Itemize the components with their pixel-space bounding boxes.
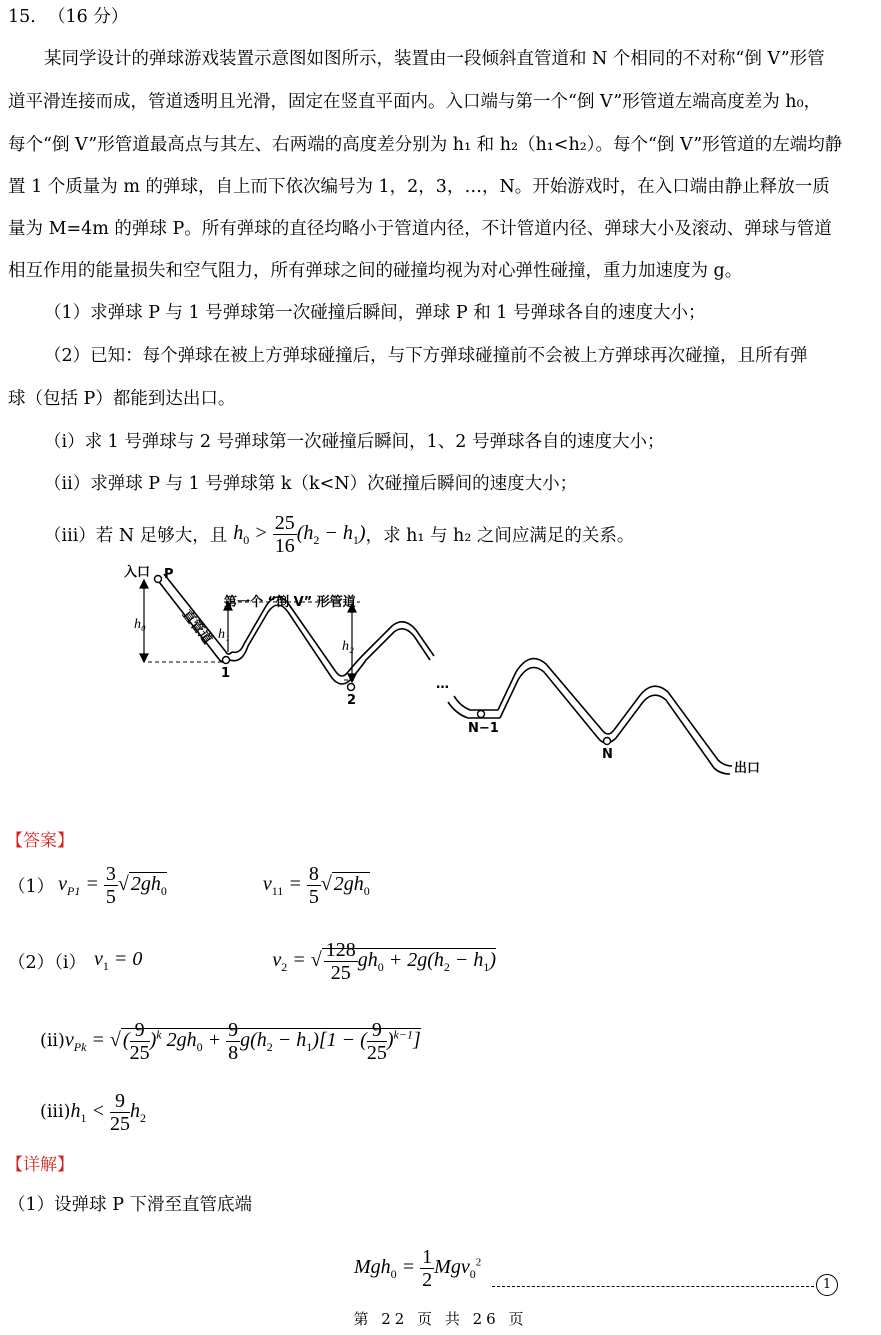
equation-1 <box>354 1240 481 1296</box>
answer-1-v11: $v_{11}$ = $\frac{8}{5}$ √ $2gh_0$ <box>262 862 370 908</box>
outlet-label: 出口 <box>734 761 761 776</box>
part-2-line-1: （2）已知：每个弹球在被上方弹球碰撞后，与下方弹球碰撞前不会被上方弹球再次碰撞，且所有弹 <box>44 346 808 366</box>
stem-line-4: 置 1 个质量为 m 的弹球，自上而下依次编号为 1，2，3，…，N。开始游戏时，在入口端由静止释放一质 <box>8 177 830 197</box>
equation-1-leader <box>492 1286 814 1287</box>
answer-2iii-formula: $h_1$ < $\frac{9}{25}$ $h_2$ <box>70 1089 146 1135</box>
h0-label: h₀ <box>134 617 146 632</box>
part-2-iii <box>44 508 634 560</box>
part-2-i: （i）求 1 号弹球与 2 号弹球第一次碰撞后瞬间，1、2 号弹球各自的速度大小； <box>44 432 665 452</box>
equation-1-formula: Mgh$_0$ = $\frac{1}{2}$ Mgv$_0^2$ <box>354 1245 482 1291</box>
answer-2i <box>8 935 496 987</box>
condition-formula: $h_0$ > $\frac{25}{16}$ $(h_2 - h_1)$ <box>233 511 366 557</box>
answer-1-vp1: $v_{P1}$ = $\frac{3}{5}$ √ $2gh_0$ <box>58 862 167 908</box>
answer-2ii <box>40 1008 421 1074</box>
detail-line-1: （1）设弹球 P 下滑至直管底端 <box>8 1195 253 1215</box>
ellipsis: … <box>436 677 449 692</box>
answer-2i-v1: $v_1 = 0$ <box>93 948 143 973</box>
h1-label: h₁ <box>218 627 230 642</box>
answer-2iii <box>40 1086 146 1138</box>
answer-2ii-formula: $v_{Pk}$ = √ ( $\frac{9}{25}$ )$^k$ $2gh_0$ + $\frac{9}{8}$ $g(h_2 - h_1)[1$ − ( $\frac{9}{25}$ )$^{k-1}$] <box>64 1018 421 1064</box>
stem-line-3: 每个“倒 V”形管道最高点与其左、右两端的高度差分别为 h₁ 和 h₂（h₁<h₂）。每个“倒 V”形管道的左端均静 <box>8 135 843 155</box>
part-1: （1）求弹球 P 与 1 号弹球第一次碰撞后瞬间，弹球 P 和 1 号弹球各自的速度大小； <box>44 303 706 323</box>
p-label: P <box>164 567 174 582</box>
part-2-line-2: 球（包括 P）都能到达出口。 <box>8 389 236 409</box>
equation-1-number: 1 <box>816 1274 838 1296</box>
ball-n-minus-1-label: N−1 <box>468 721 499 736</box>
pinball-diagram <box>120 560 780 780</box>
answer-1 <box>8 860 370 910</box>
answer-2i-label: （2）（i） <box>8 952 86 973</box>
stem-line-6: 相互作用的能量损失和空气阻力，所有弹球之间的碰撞均视为对心弹性碰撞，重力加速度为 g。 <box>8 261 743 281</box>
ball-p <box>155 576 162 583</box>
ball-2-label: 2 <box>347 693 357 708</box>
inlet-label: 入口 <box>124 565 151 580</box>
pipe-label: 直管道 <box>178 607 215 648</box>
first-pipe-label: 第一个 “倒 V” 形管道 <box>224 595 356 610</box>
detail-header: 【详解】 <box>6 1155 74 1175</box>
stem-line-5: 量为 M=4m 的弹球 P。所有弹球的直径均略小于管道内径，不计管道内径、弹球大小及滚动、弹球与管道 <box>8 219 832 239</box>
h2-label: h₂ <box>342 639 354 654</box>
page-footer: 第 22 页 共 26 页 <box>353 1310 528 1328</box>
ball-2 <box>348 684 355 691</box>
ball-1-label: 1 <box>221 666 231 681</box>
part-2-ii: （ii）求弹球 P 与 1 号弹球第 k（k<N）次碰撞后瞬间的速度大小； <box>44 474 578 494</box>
stem-line-2: 道平滑连接而成，管道透明且光滑，固定在竖直平面内。入口端与第一个“倒 V”形管道左端高度差为 h₀， <box>8 92 822 112</box>
ball-n-minus-1 <box>478 711 485 718</box>
ball-n-label: N <box>602 747 613 762</box>
ball-1 <box>223 657 230 664</box>
answer-2ii-label: (ii) <box>40 1031 65 1051</box>
answer-1-label: （1） <box>8 876 55 897</box>
question-score: （16 分） <box>48 7 129 27</box>
ball-n <box>604 738 611 745</box>
answer-header: 【答案】 <box>6 831 74 851</box>
stem-line-1: 某同学设计的弹球游戏装置示意图如图所示，装置由一段倾斜直管道和 N 个相同的不对称“倒 V”形管 <box>44 49 825 69</box>
part-2-iii-prefix: （iii）若 N 足够大，且 <box>44 525 228 546</box>
part-2-iii-suffix: ，求 h₁ 与 h₂ 之间应满足的关系。 <box>365 525 635 546</box>
answer-2iii-label: (iii) <box>40 1102 71 1122</box>
question-number: 15. <box>8 7 36 27</box>
answer-2i-v2: $v_2$ = √ $\frac{128}{25}$ $gh_0 + 2g(h_2 - h_1)$ <box>272 938 497 984</box>
